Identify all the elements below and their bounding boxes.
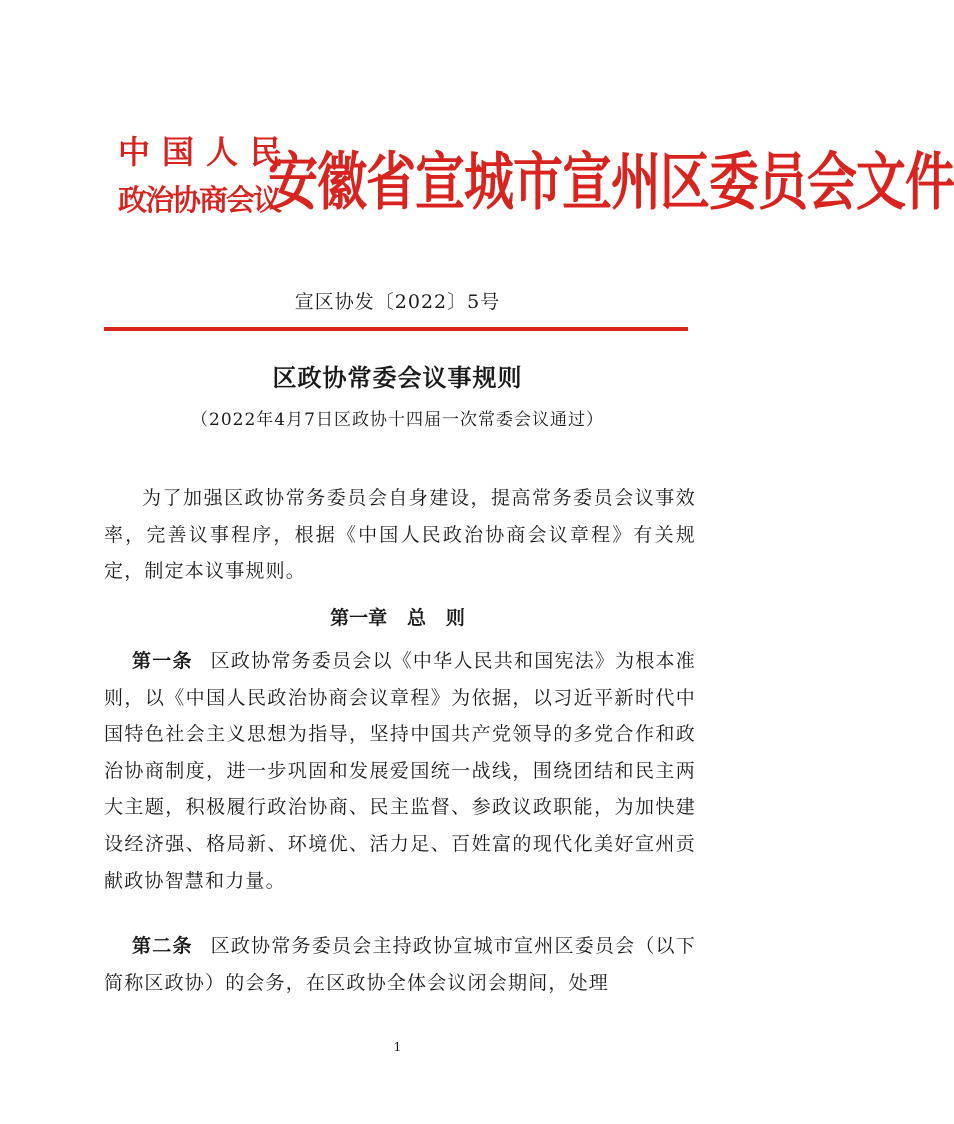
article-1 — [104, 643, 696, 899]
chapter-title-char-1: 总 — [406, 607, 426, 629]
page-number: 1 — [393, 1040, 402, 1054]
document-title: 区政协常委会议事规则 — [272, 363, 523, 392]
masthead-title: 安徽省宣城市宣州区委员会文件 — [268, 144, 954, 219]
article-label: 第一条 — [132, 650, 193, 672]
article-text: 区政协常务委员会以《中华人民共和国宪法》为根本准则，以《中国人民政治协商会议章程》为依据，以习近平新时代中国特色社会主义思想为指导，坚持中国共产党领导的多党合作和政治协商制度，进一步巩固和发展爱国统一战线，围绕团结和民主两大主题，积极履行政治协商、民主监督、参政议政职能，为加快建设经济强、格局新、环境优、活力足、百姓富的现代化美好宣州贡献政协智慧和力量。 — [104, 650, 696, 892]
masthead-line-1: 中国人民 — [118, 133, 295, 171]
document-subtitle: （2022年4月7日区政协十四届一次常委会议通过） — [191, 410, 604, 430]
article-2 — [104, 928, 696, 1001]
preamble-paragraph: 为了加强区政协常务委员会自身建设，提高常务委员会议事效率，完善议事程序，根据《中国人民政治协商会议章程》有关规定，制定本议事规则。 — [104, 487, 696, 583]
document-number: 宣区协发〔2022〕5号 — [294, 291, 501, 313]
chapter-title-char-2: 则 — [445, 607, 465, 629]
article-text: 区政协常务委员会主持政协宣城市宣州区委员会（以下简称区政协）的会务，在区政协全体会议闭会期间，处理 — [104, 935, 696, 994]
red-divider — [104, 327, 688, 331]
chapter-number: 第一章 — [330, 607, 388, 629]
article-label: 第二条 — [132, 935, 193, 957]
chapter-heading — [0, 603, 795, 630]
masthead-line-2: 政治协商会议 — [118, 183, 281, 217]
